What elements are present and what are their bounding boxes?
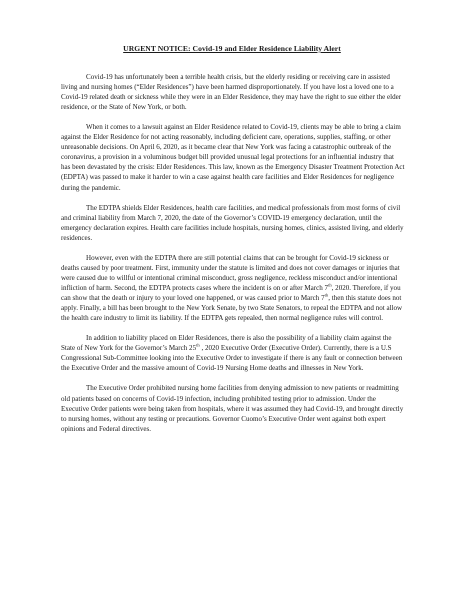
text-run: Covid-19 has unfortunately been a terrible health crisis, but the elderly residing or receiving care in assisted living and nursing homes (“Elder Residences”) have been harmed disproportionately. If you have lost a loved one to a Covid-19 related death or sickness while they were in an Elder Residence, they may have the right to sue either the elder residence, or the State of New York, or both.: [61, 73, 402, 112]
superscript: th: [196, 342, 200, 348]
text-run: , then this statute does not apply. Finally, a bill has been brought to the New York Senate, by two State Senators, to repeal the EDTPA and not allow the health care industry to limit its liability. If the EDTPA gets repealed, then normal negligence rules will control.: [61, 294, 403, 323]
paragraph-lawsuit: [61, 122, 405, 192]
text-run: When it comes to a lawsuit against an Elder Residence related to Covid-19, clients may be able to bring a claim against the Elder Residence for not acting reasonably, including deficient care, operations, supplies, staffing, or other unreasonable decisions. On April 6, 2020, as it became clear that New York was facing a catastrophic outbreak of the coronavirus, a provision in a voluminous budget bill provided unusual legal protections for an influential industry that has been devastated by the crisis: Elder Residences. This law, known as the Emergency Disaster Treatment Protection Act (EDPTA) was passed to make it harder to win a case against health care facilities and Elder Residences for negligence during the pandemic.: [61, 123, 405, 192]
paragraph-edtpa-shield: [61, 203, 405, 243]
superscript: th: [324, 292, 329, 298]
text-run: However, even with the EDTPA there are still potential claims that can be brought for Covid-19 sickness or deaths caused by poor treatment. First, immunity under the statute is limited and does not cover damages or injuries that were caused due to willful or intentional criminal misconduct, gross negligence, reckless misconduct and/or intentional infliction of harm. Second, the EDTPA protects cases where the incident is on or after March 7: [61, 253, 400, 292]
paragraph-potential-claims: [61, 253, 405, 323]
page-title: URGENT NOTICE: Covid-19 and Elder Residence Liability Alert: [123, 44, 341, 53]
text-run: In addition to liability placed on Elder Residences, there is also the possibility of a liability claim against the State of New York for the Governor’s March 25: [61, 334, 392, 353]
text-run: , 2020. Therefore, if you can show that the death or injury to your loved one happened, or was caused prior to March 7: [61, 283, 401, 303]
paragraph-executive-order: [61, 383, 405, 433]
document-body: [61, 72, 405, 444]
text-run: The EDTPA shields Elder Residences, health care facilities, and medical professionals from most forms of civil and criminal liability from March 7, 2020, the date of the Governor’s COVID-19 emergency declaration, until the emergency declaration expires. Health care facilities include hospitals, nursing homes, clinics, assisted living, and elderly residences.: [61, 203, 404, 242]
paragraph-intro: [61, 72, 405, 112]
text-run: The Executive Order prohibited nursing home facilities from denying admission to new patients or readmitting old patients based on concerns of Covid-19 infection, including prohibited testing prior to admission. Under the Executive Order patients were being taken from hospitals, where it was assumed they had Covid-19, and brought directly to nursing homes, without any testing or precautions. Governor Cuomo’s Executive Order went against both expert opinions and Federal directives.: [61, 384, 404, 433]
superscript: th: [328, 282, 332, 288]
text-run: , 2020 Executive Order (Executive Order). Currently, there is a U.S Congressional Sub-Committee looking into the Executive Order to investigate if there is any fault or connection between the Executive Order and the massive amount of Covid-19 Nursing Home deaths and illnesses in New York.: [61, 344, 403, 373]
paragraph-state-liability: [61, 333, 405, 373]
